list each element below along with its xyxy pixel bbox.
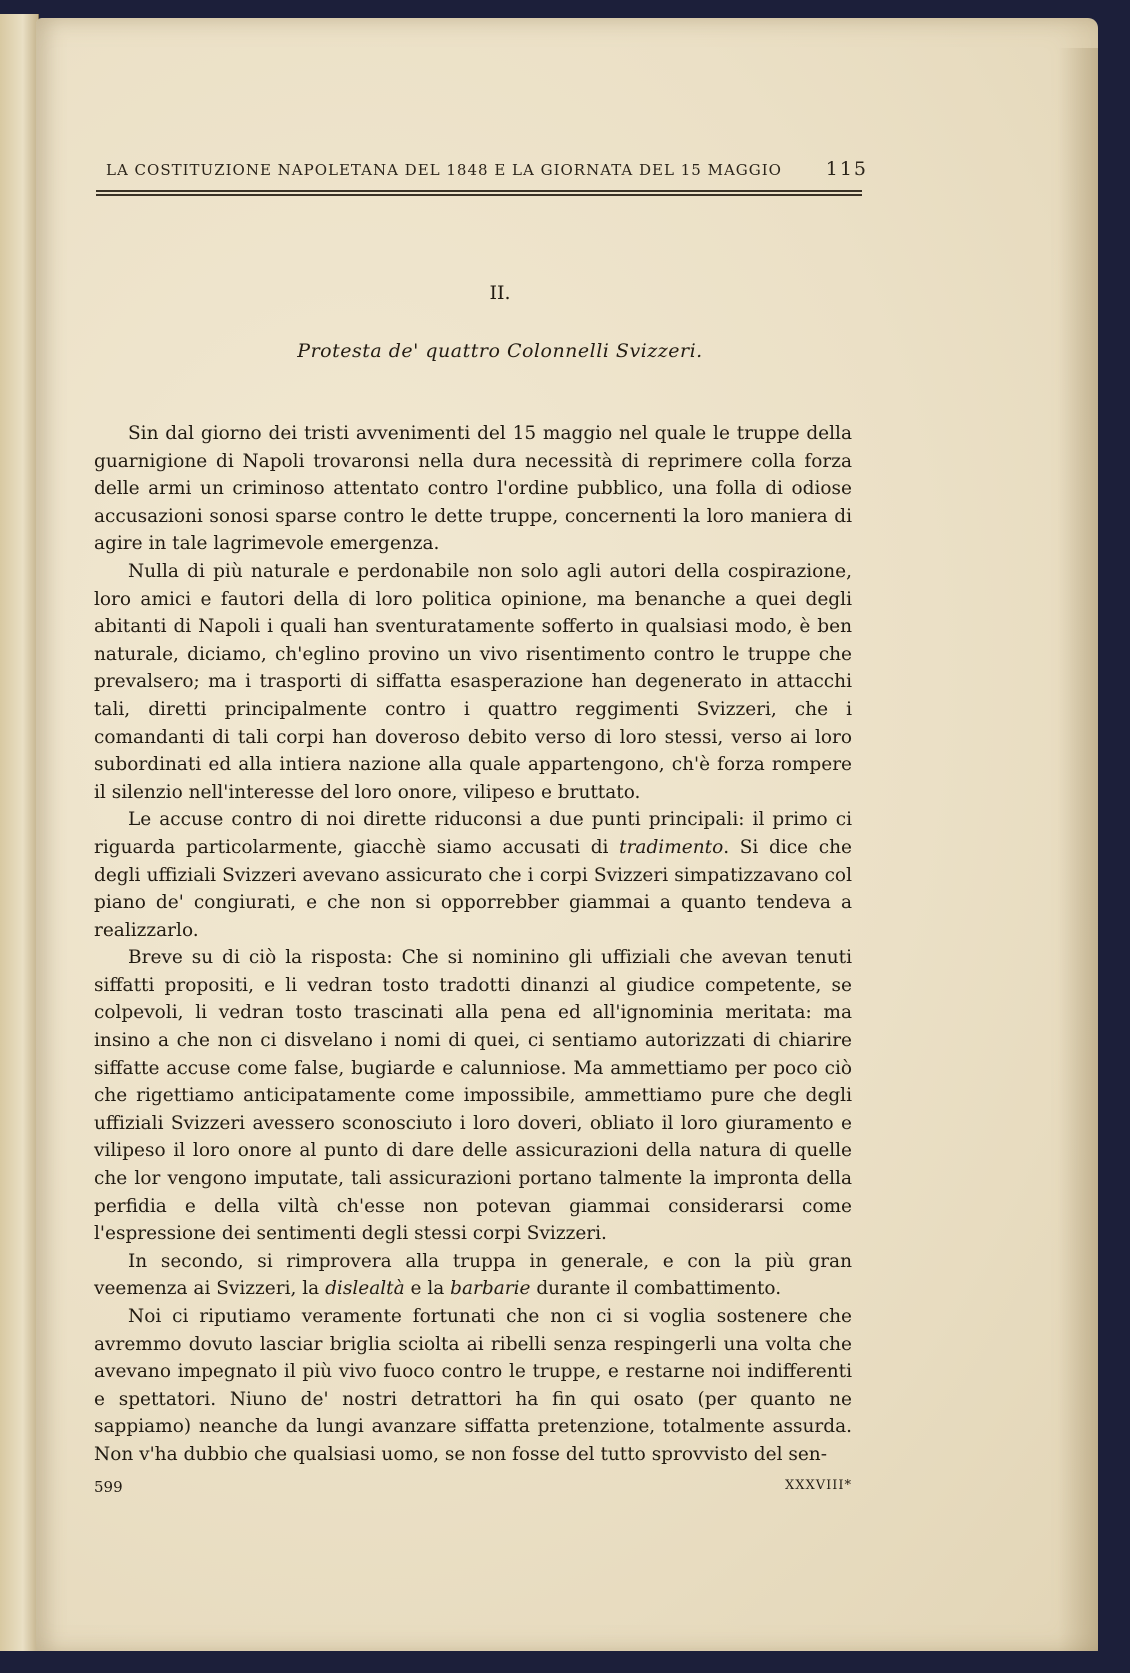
paragraph-text: durante il combattimento. [530, 1278, 782, 1300]
paragraph-text: Noi ci riputiamo veramente fortunati che non ci si voglia sostenere che avremmo dovuto lasciar briglia sciolta ai ribelli senza respingerli una volta che avevano impegnato il più vivo fuoco contro le truppe, e restarne noi indifferenti e spettatori. Niuno de' nostri detrattori ha fin qui osato (per quanto ne sappiamo) neanche da lungi avanzare siffatta pretenzione, totalmente assurda. Non v'ha dubbio che qualsiasi uomo, se non fosse del tutto sprovvisto del sen- [94, 1306, 852, 1465]
header-rule [96, 194, 862, 196]
running-head-title: LA COSTITUZIONE NAPOLETANA DEL 1848 E LA GIORNATA DEL 15 MAGGIO [106, 161, 782, 179]
emphasis-text: tradimento [619, 836, 724, 858]
scan-background [0, 1651, 1130, 1673]
section-number: II. [489, 282, 511, 304]
section-title: Protesta de' quattro Colonnelli Svizzeri. [297, 340, 703, 362]
running-head [106, 158, 868, 180]
paragraph-text: . Si dice che degli uffiziali Svizzeri avevano assicurato che i corpi Svizzeri simpatizzavano col piano de' congiurati, e che non si opporrebber giammai a quanto tendeva a realizzarlo. [94, 836, 852, 941]
paragraph-text: e la [404, 1278, 451, 1300]
page-shadow [1058, 48, 1098, 1668]
header-rule [96, 190, 862, 192]
page-footer [94, 1478, 852, 1496]
paragraph-text: Nulla di più naturale e perdonabile non solo agli autori della cospirazione, loro amici e fautori della di loro politica opinione, ma benanche a quei degli abitanti di Napoli i quali han sventuratamente sofferto in qualsiasi modo, è ben naturale, diciamo, ch'eglino provino un vivo risentimento contro le truppe che prevalsero; ma i trasporti di siffatta esasperazione han degenerato in attacchi tali, diretti principalmente contro i quattro reggimenti Svizzeri, che i comandanti di tali corpi han doveroso debito verso di loro stessi, verso ai loro subordinati ed alla intiera nazione alla quale appartengono, ch'è forza rompere il silenzio nell'interesse del loro onore, vilipeso e bruttato. [94, 560, 852, 803]
emphasis-text: dislealtà [325, 1278, 405, 1300]
sheet-number: 599 [94, 1478, 123, 1496]
emphasis-text: barbarie [450, 1278, 531, 1300]
paragraph-text: Breve su di ciò la risposta: Che si nominino gli uffiziali che avevan tenuti siffatti propositi, e li vedran tosto tradotti dinanzi al giudice competente, se colpevoli, li vedran tosto trascinati alla pena ed all'ignominia meritata: ma insino a che non ci disvelano i nomi di quei, ci sentiamo autorizzati di chiarire siffatte accuse come false, bugiarde e calunniose. Ma ammettiamo per poco ciò che rigettiamo anticipatamente come impossibile, ammettiamo pure che degli uffiziali Svizzeri avessero sconosciuto i loro doveri, obliato il loro giuramento e vilipeso il loro onore al punto di dare delle assicurazioni della natura di quelle che lor vengono imputate, tali assicurazioni portano talmente la impronta della perfidia e della viltà ch'esse non potevan giammai considerarsi come l'espressione dei sentimenti degli stessi corpi Svizzeri. [94, 947, 852, 1245]
signature-mark: XXXVIII* [784, 1478, 852, 1493]
facing-page-edge [0, 14, 39, 1654]
body-text [94, 420, 852, 1469]
paragraph [94, 944, 852, 1248]
page-number: 115 [825, 158, 868, 180]
paragraph-text: In secondo, si rimprovera alla truppa in generale, e con la più gran veemenza ai Svizzeri, la [94, 1250, 852, 1300]
paragraph-text: Sin dal giorno dei tristi avvenimenti del 15 maggio nel quale le truppe della guarnigione di Napoli trovaronsi nella dura necessità di reprimere colla forza delle armi un criminoso attentato contro l'ordine pubblico, una folla di odiose accusazioni sonosi sparse contro le dette truppe, concernenti la loro maniera di agire in tale lagrimevole emergenza. [94, 423, 852, 555]
paragraph [94, 558, 852, 806]
paragraph [94, 1248, 852, 1303]
paragraph [94, 806, 852, 944]
paragraph-text: Le accuse contro di noi dirette riduconsi a due punti principali: il primo ci riguarda particolarmente, giacchè siamo accusati di [94, 809, 852, 858]
paragraph [94, 420, 852, 558]
paragraph [94, 1303, 852, 1469]
